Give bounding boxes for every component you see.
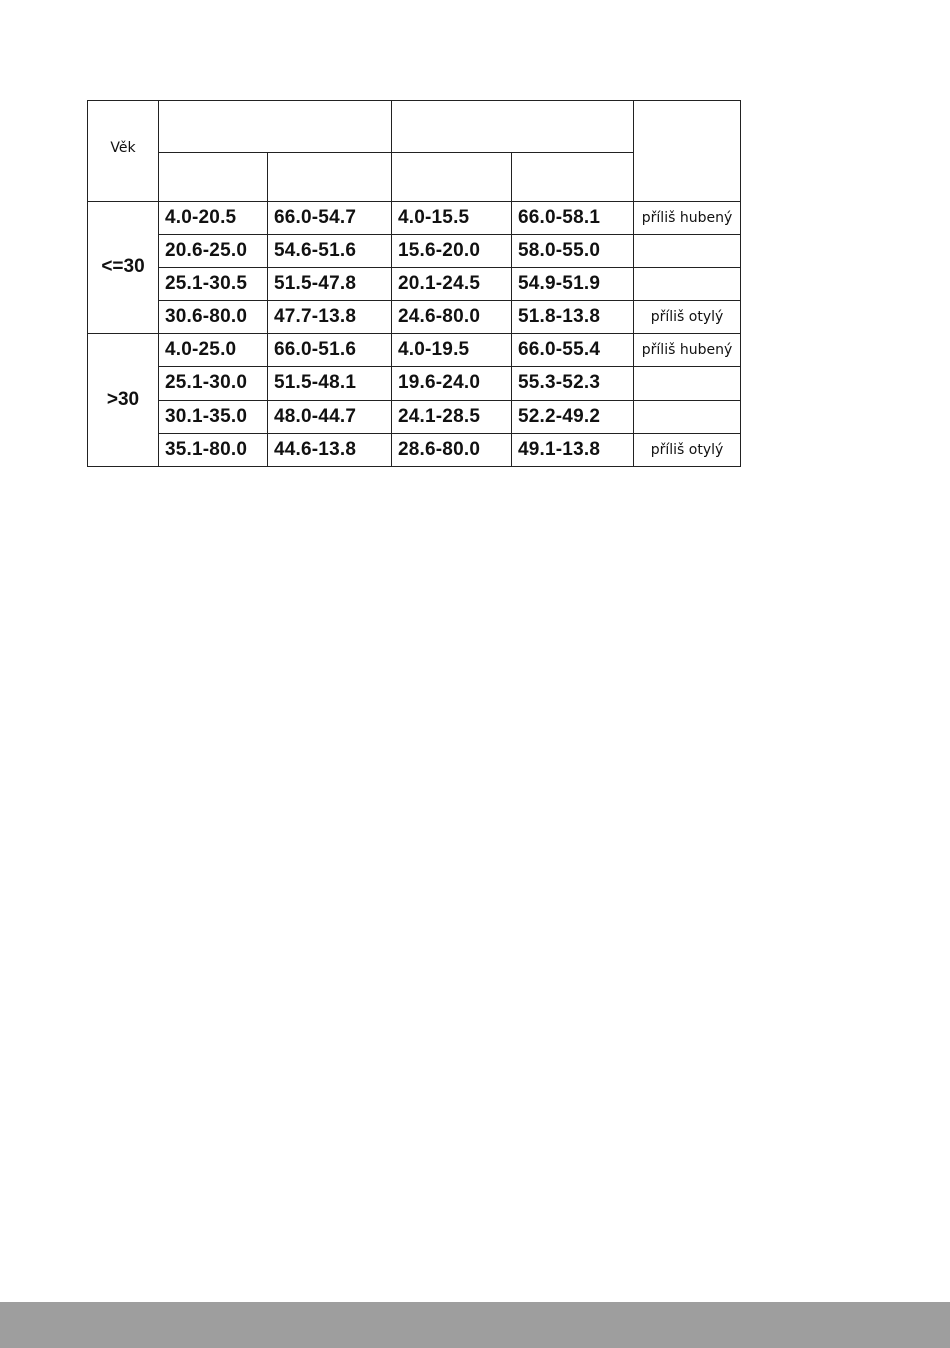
range-cell: 55.3-52.3 [512, 367, 634, 400]
age-group-cell: >30 [88, 334, 159, 467]
table-row [88, 301, 741, 334]
range-cell: 52.2-49.2 [512, 400, 634, 433]
range-cell: 66.0-58.1 [512, 201, 634, 234]
range-cell: 66.0-54.7 [268, 201, 392, 234]
age-group-cell: <=30 [88, 201, 159, 334]
age-header-label: Věk [110, 139, 136, 156]
header-sub-1 [159, 153, 268, 201]
note-cell: příliš hubený [634, 334, 741, 367]
table-row [88, 201, 741, 234]
range-cell: 24.6-80.0 [392, 301, 512, 334]
table-row [88, 234, 741, 267]
table-row [88, 367, 741, 400]
range-cell: 30.6-80.0 [159, 301, 268, 334]
note-cell: příliš otylý [634, 301, 741, 334]
table-row [88, 267, 741, 300]
header-group-1 [159, 101, 392, 153]
note-cell [634, 267, 741, 300]
range-cell: 4.0-15.5 [392, 201, 512, 234]
range-cell: 15.6-20.0 [392, 234, 512, 267]
note-cell [634, 400, 741, 433]
range-cell: 25.1-30.0 [159, 367, 268, 400]
header-note-cell [634, 101, 741, 202]
header-group-2 [392, 101, 634, 153]
header-sub-3 [392, 153, 512, 201]
table-row [88, 334, 741, 367]
range-cell: 44.6-13.8 [268, 433, 392, 466]
range-cell: 25.1-30.5 [159, 267, 268, 300]
range-cell: 20.6-25.0 [159, 234, 268, 267]
range-cell: 51.8-13.8 [512, 301, 634, 334]
header-row-top [88, 101, 741, 153]
range-cell: 51.5-48.1 [268, 367, 392, 400]
range-cell: 35.1-80.0 [159, 433, 268, 466]
range-cell: 20.1-24.5 [392, 267, 512, 300]
range-cell: 48.0-44.7 [268, 400, 392, 433]
range-cell: 4.0-19.5 [392, 334, 512, 367]
range-cell: 51.5-47.8 [268, 267, 392, 300]
note-cell [634, 367, 741, 400]
header-sub-4 [512, 153, 634, 201]
page-footer-bar [0, 1302, 950, 1348]
range-cell: 66.0-55.4 [512, 334, 634, 367]
note-cell: příliš hubený [634, 201, 741, 234]
range-cell: 24.1-28.5 [392, 400, 512, 433]
range-cell: 4.0-20.5 [159, 201, 268, 234]
body-composition-table [87, 100, 741, 467]
range-cell: 4.0-25.0 [159, 334, 268, 367]
range-cell: 58.0-55.0 [512, 234, 634, 267]
table-row [88, 433, 741, 466]
range-cell: 54.9-51.9 [512, 267, 634, 300]
header-sub-2 [268, 153, 392, 201]
table-row [88, 400, 741, 433]
range-cell: 66.0-51.6 [268, 334, 392, 367]
range-cell: 19.6-24.0 [392, 367, 512, 400]
range-cell: 30.1-35.0 [159, 400, 268, 433]
range-cell: 28.6-80.0 [392, 433, 512, 466]
range-cell: 49.1-13.8 [512, 433, 634, 466]
range-cell: 54.6-51.6 [268, 234, 392, 267]
note-cell: příliš otylý [634, 433, 741, 466]
age-header-cell [88, 101, 159, 202]
note-cell [634, 234, 741, 267]
range-cell: 47.7-13.8 [268, 301, 392, 334]
